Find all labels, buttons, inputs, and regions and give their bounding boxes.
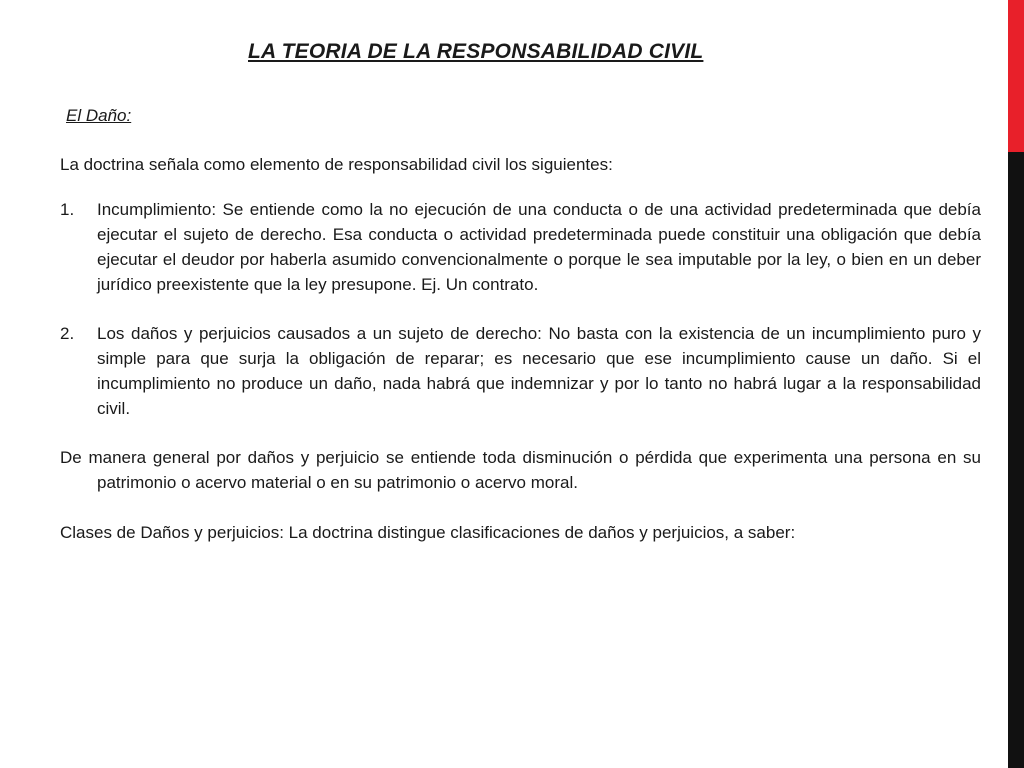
list-item [60, 197, 981, 297]
intro-paragraph: La doctrina señala como elemento de responsabilidad civil los siguientes: [60, 155, 613, 174]
list-item-number: 1. [60, 200, 75, 219]
slide-body [60, 152, 981, 545]
definition-paragraph: De manera general por daños y perjuicio se entiende toda disminución o pérdida que experimenta una persona en su patrimonio o acervo material o en su patrimonio o acervo moral. [60, 448, 981, 492]
section-subtitle: El Daño: [66, 106, 132, 125]
accent-bar-red [1008, 0, 1024, 152]
list-item-number: 2. [60, 324, 75, 343]
list-item [60, 321, 981, 421]
list-item-text: Incumplimiento: Se entiende como la no ejecución de una conducta o de una actividad predeterminada que debía ejecutar el sujeto de derecho. Esa conducta o actividad predeterminada puede constituir una obligación que debía ejecutar el deudor por haberla asumido convencionalmente o porque le sea imputable por la ley, o bien en un deber jurídico preexistente que la ley presupone. Ej. Un contrato. [97, 200, 981, 294]
slide-title: LA TEORIA DE LA RESPONSABILIDAD CIVIL [248, 40, 704, 63]
list-item-text: Los daños y perjuicios causados a un sujeto de derecho: No basta con la existencia de un incumplimiento puro y simple para que surja la obligación de reparar; es necesario que ese incumplimiento cause un daño. Si el incumplimiento no produce un daño, nada habrá que indemnizar y por lo tanto no habrá lugar a la responsabilidad civil. [97, 324, 981, 418]
accent-bar-black [1008, 152, 1024, 768]
classes-paragraph: Clases de Daños y perjuicios: La doctrina distingue clasificaciones de daños y perjuicios, a saber: [60, 523, 796, 542]
